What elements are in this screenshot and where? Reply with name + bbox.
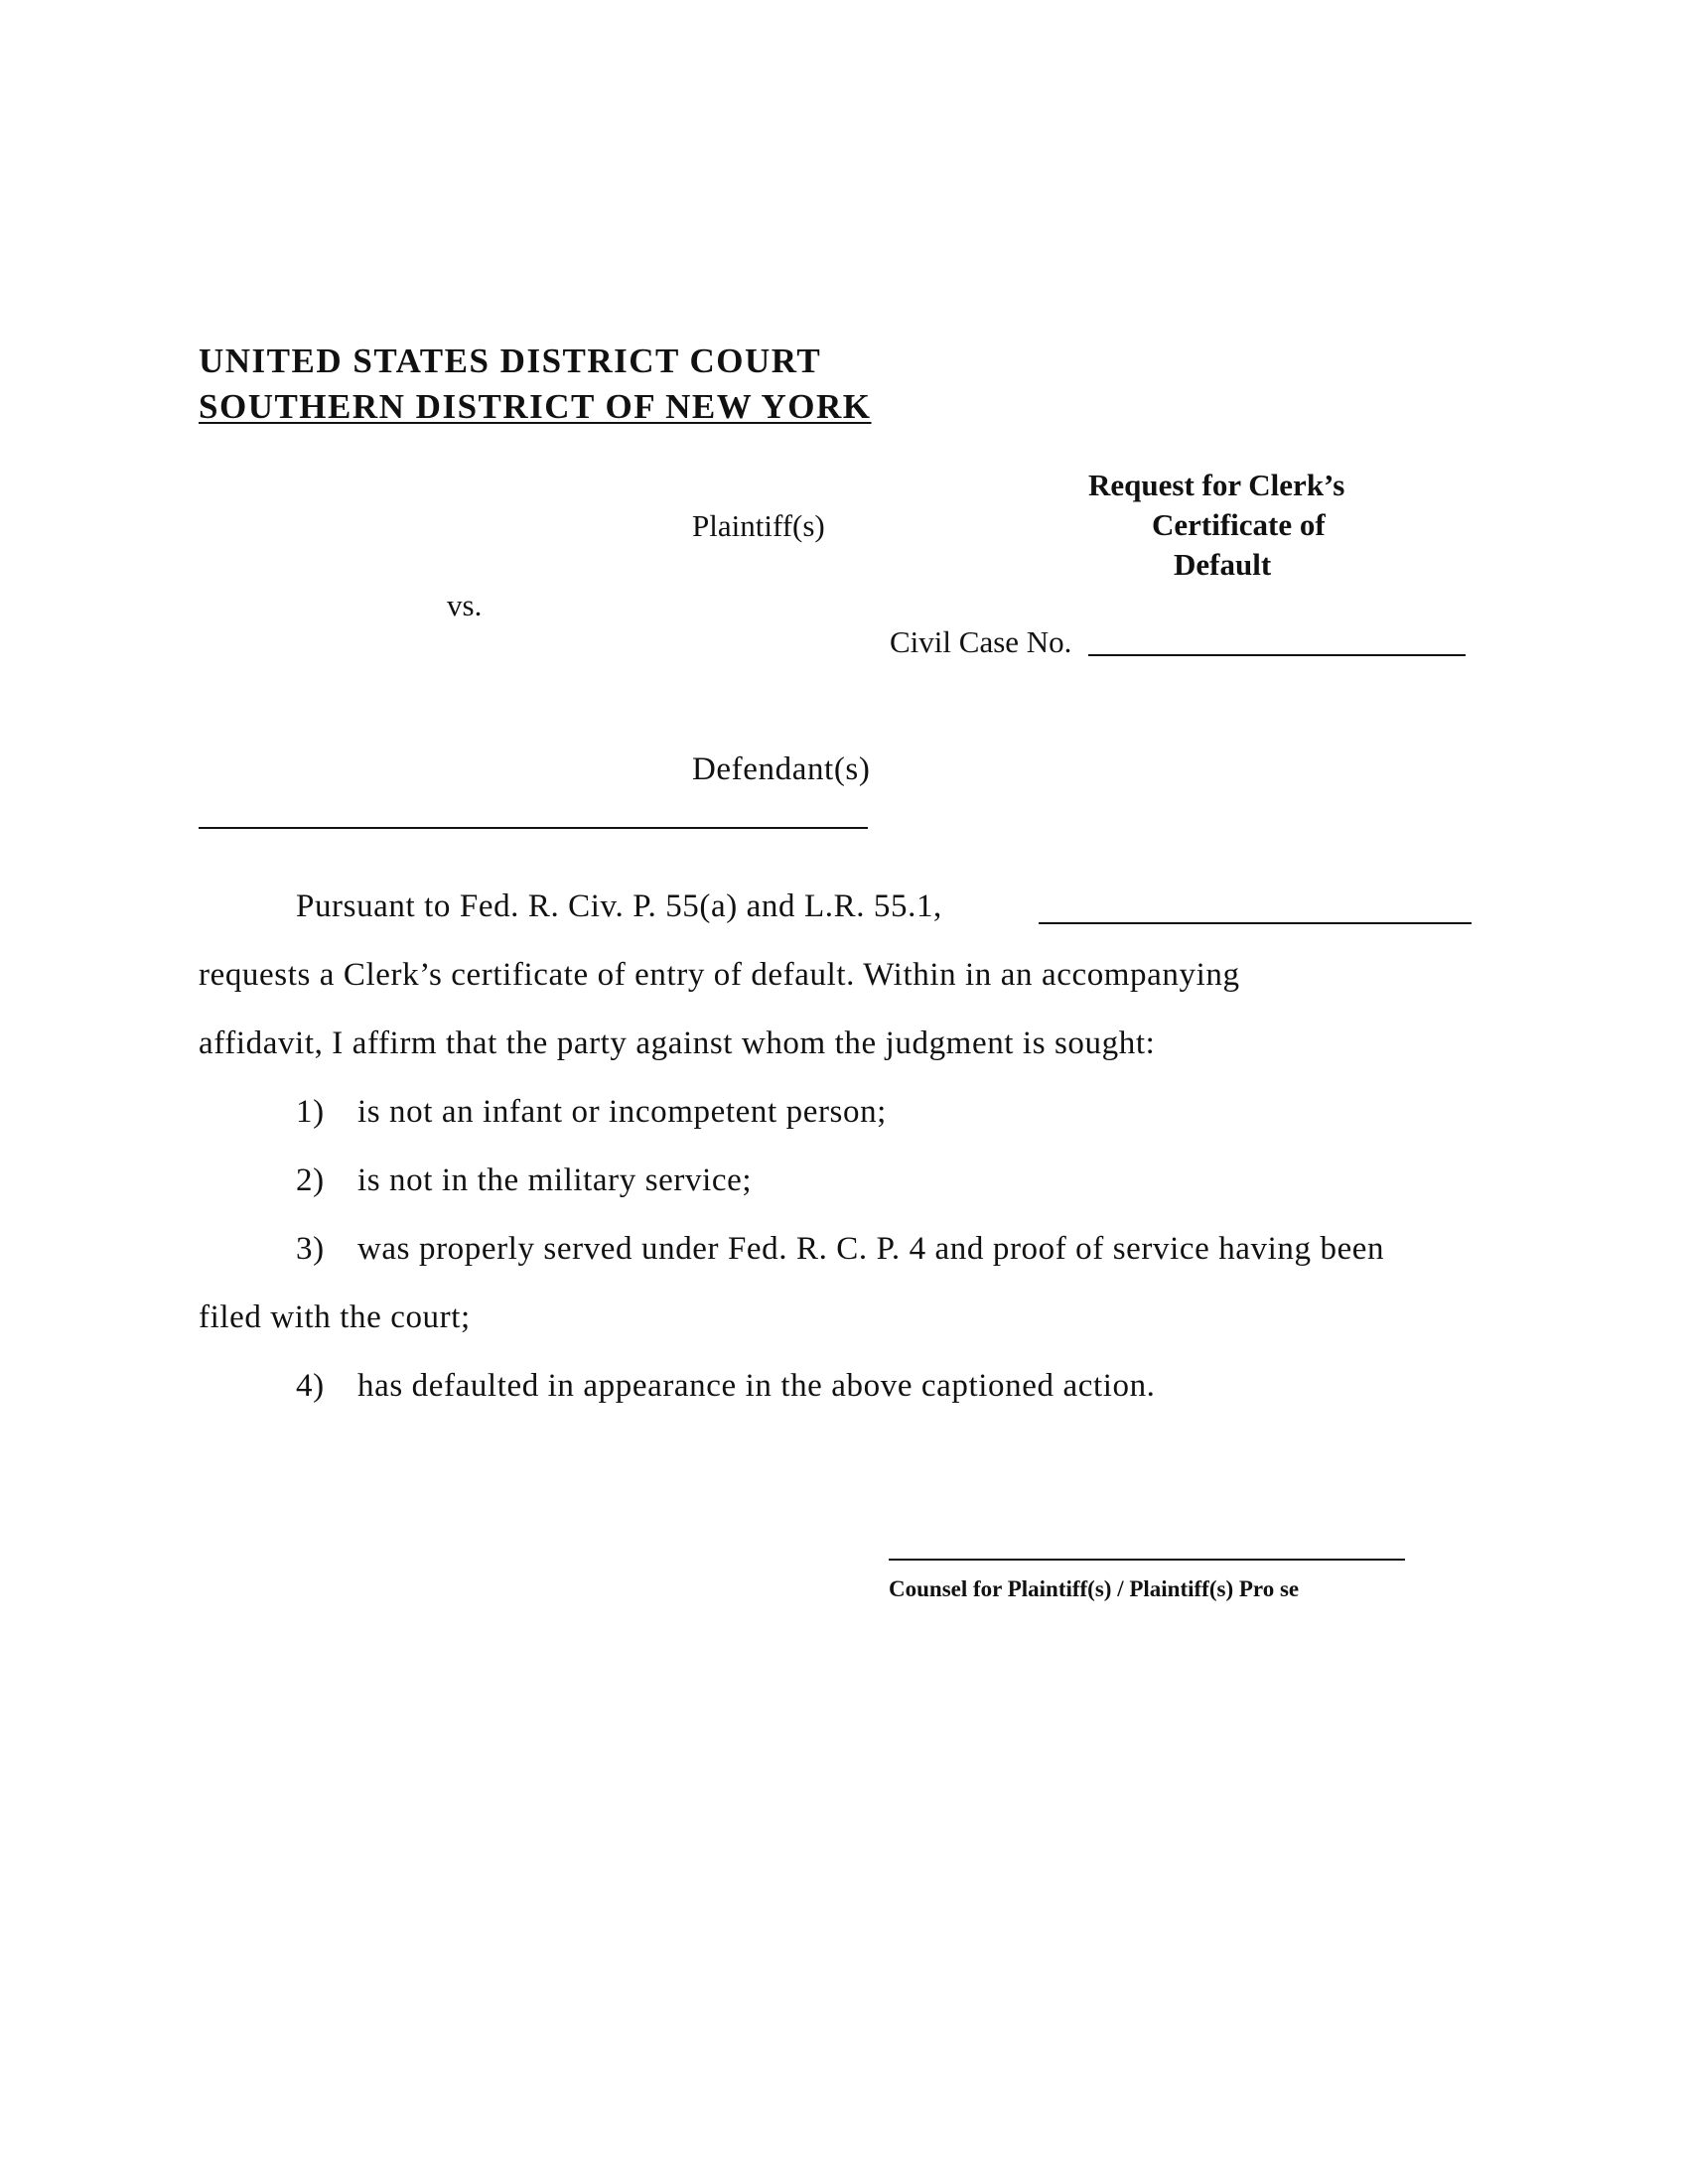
- requesting-party-field[interactable]: [1039, 922, 1472, 924]
- plaintiff-label: Plaintiff(s): [692, 508, 825, 543]
- civil-case-no-field[interactable]: [1088, 654, 1466, 656]
- item-4-number: 4): [296, 1368, 325, 1404]
- item-4-text: has defaulted in appearance in the above captioned action.: [357, 1368, 1156, 1404]
- civil-case-no-label: Civil Case No.: [890, 624, 1072, 659]
- item-1-number: 1): [296, 1094, 325, 1130]
- court-district: SOUTHERN DISTRICT OF NEW YORK: [199, 387, 872, 426]
- request-title-line1: Request for Clerk’s: [1088, 468, 1345, 502]
- item-2-text: is not in the military service;: [357, 1162, 753, 1198]
- court-name: UNITED STATES DISTRICT COURT: [199, 341, 822, 380]
- body-line-1: Pursuant to Fed. R. Civ. P. 55(a) and L.R. 55.1,: [296, 888, 942, 924]
- item-2-number: 2): [296, 1162, 325, 1198]
- body-line-2: requests a Clerk’s certificate of entry of default. Within in an accompanying: [199, 957, 1240, 993]
- item-3-continuation: filed with the court;: [199, 1299, 471, 1335]
- vs-label: vs.: [447, 588, 483, 622]
- signature-line[interactable]: [889, 1559, 1405, 1561]
- item-3-number: 3): [296, 1231, 325, 1267]
- signature-caption: Counsel for Plaintiff(s) / Plaintiff(s) Pro se: [889, 1576, 1300, 1601]
- request-title-line2: Certificate of: [1152, 507, 1326, 542]
- item-3-text: was properly served under Fed. R. C. P. 4 and proof of service having been: [357, 1231, 1385, 1267]
- body-line-3: affidavit, I affirm that the party against whom the judgment is sought:: [199, 1025, 1156, 1061]
- defendant-label: Defendant(s): [692, 751, 871, 787]
- request-title-line3: Default: [1174, 547, 1272, 582]
- caption-divider-line: [199, 827, 868, 829]
- item-1-text: is not an infant or incompetent person;: [357, 1094, 887, 1130]
